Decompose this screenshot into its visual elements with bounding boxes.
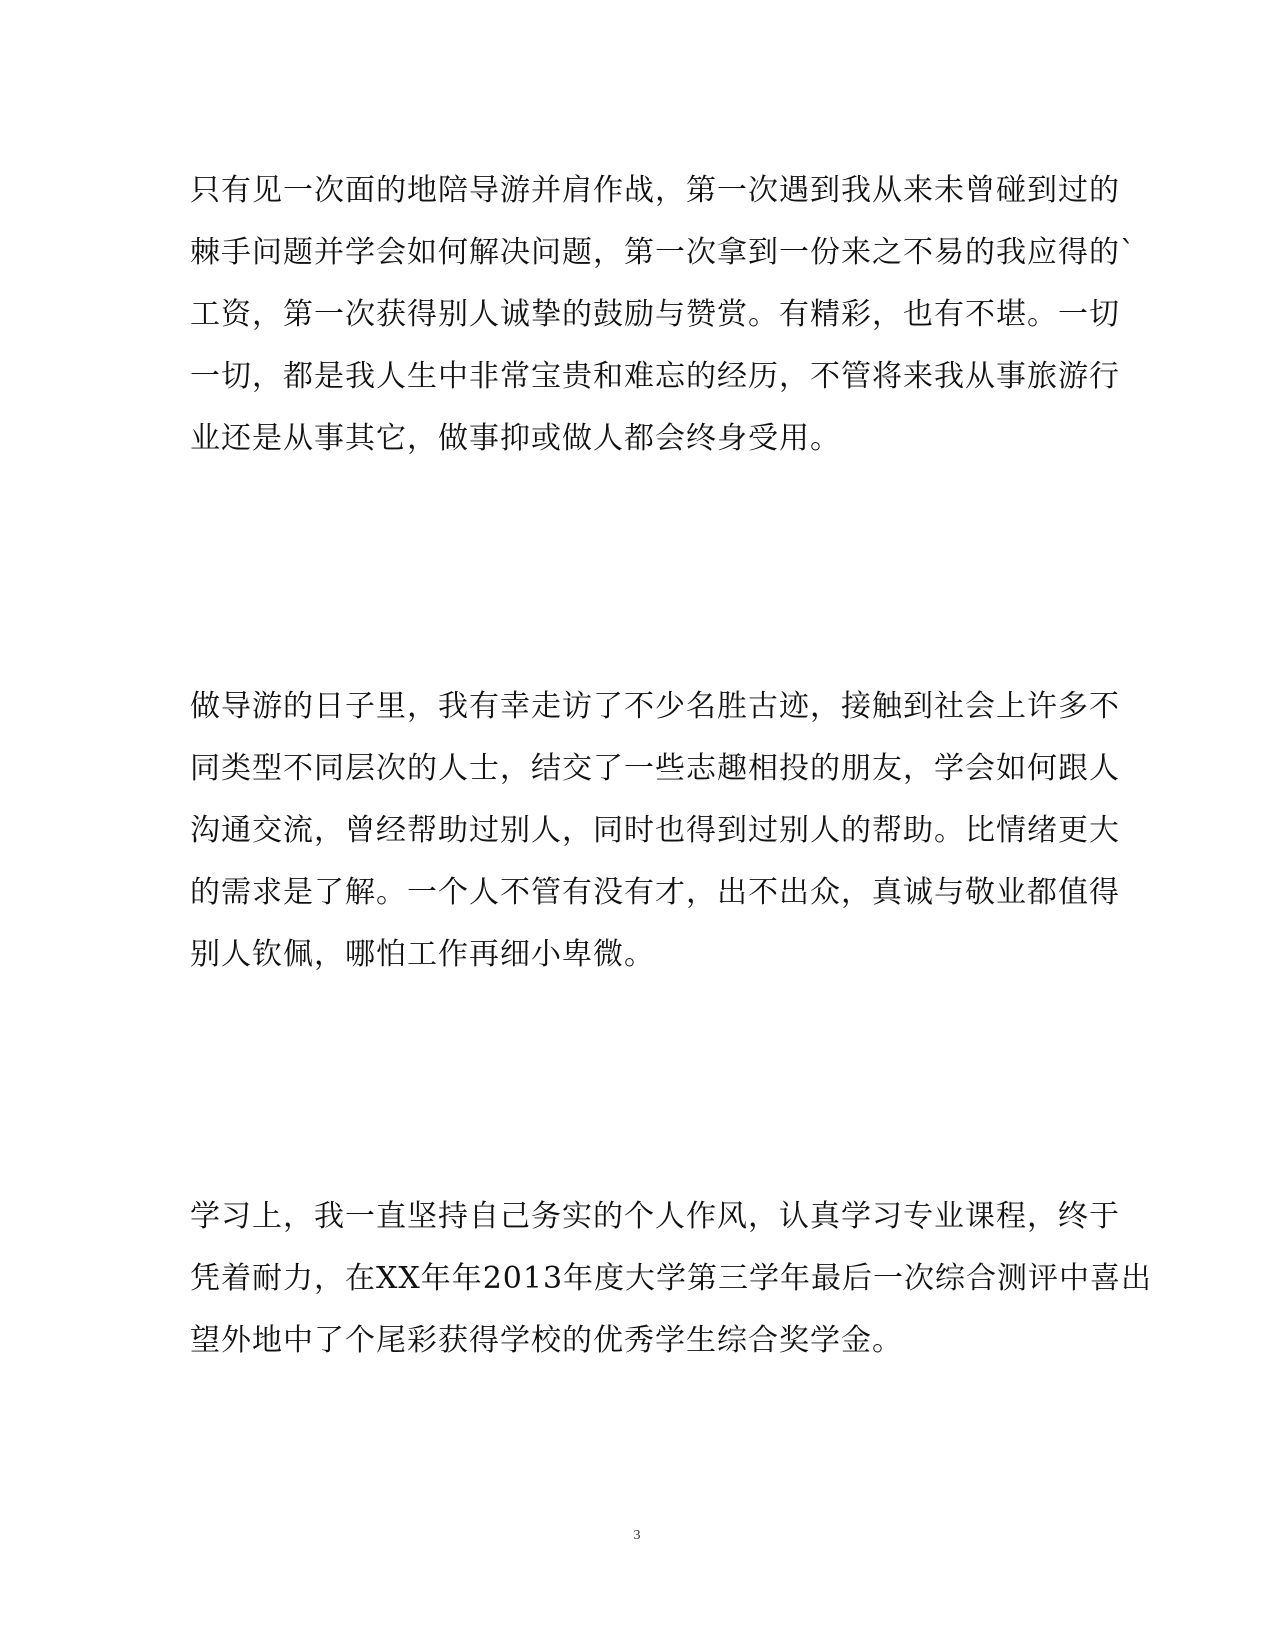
text-line: 沟通交流，曾经帮助过别人，同时也得到过别人的帮助。比情绪更大 <box>190 813 1120 848</box>
text-line: 别人钦佩，哪怕工作再细小卑微。 <box>190 937 655 972</box>
page-number: 3 <box>633 1528 641 1543</box>
text-line: 望外地中了个尾彩获得学校的优秀学生综合奖学金。 <box>190 1323 903 1358</box>
text-line: 做导游的日子里，我有幸走访了不少名胜古迹，接触到社会上许多不 <box>190 689 1120 724</box>
paragraph-guide-days <box>190 676 1120 986</box>
text-line: 工资，第一次获得别人诚挚的鼓励与赞赏。有精彩，也有不堪。一切 <box>190 297 1120 332</box>
text-line: 凭着耐力，在XX年年2013年度大学第三学年最后一次综合测评中喜出 <box>190 1261 1153 1296</box>
text-line: 同类型不同层次的人士，结交了一些志趣相投的朋友，学会如何跟人 <box>190 751 1120 786</box>
paragraph-tour-guide-experience <box>190 160 1136 470</box>
text-line: 一切，都是我人生中非常宝贵和难忘的经历，不管将来我从事旅游行 <box>190 359 1120 394</box>
text-line: 业还是从事其它，做事抑或做人都会终身受用。 <box>190 421 841 456</box>
paragraph-study <box>190 1186 1153 1372</box>
text-line: 棘手问题并学会如何解决问题，第一次拿到一份来之不易的我应得的` <box>190 235 1136 270</box>
text-line: 学习上，我一直坚持自己务实的个人作风，认真学习专业课程，终于 <box>190 1199 1120 1234</box>
text-line: 只有见一次面的地陪导游并肩作战，第一次遇到我从来未曾碰到过的 <box>190 173 1120 208</box>
text-line: 的需求是了解。一个人不管有没有才，出不出众，真诚与敬业都值得 <box>190 875 1120 910</box>
